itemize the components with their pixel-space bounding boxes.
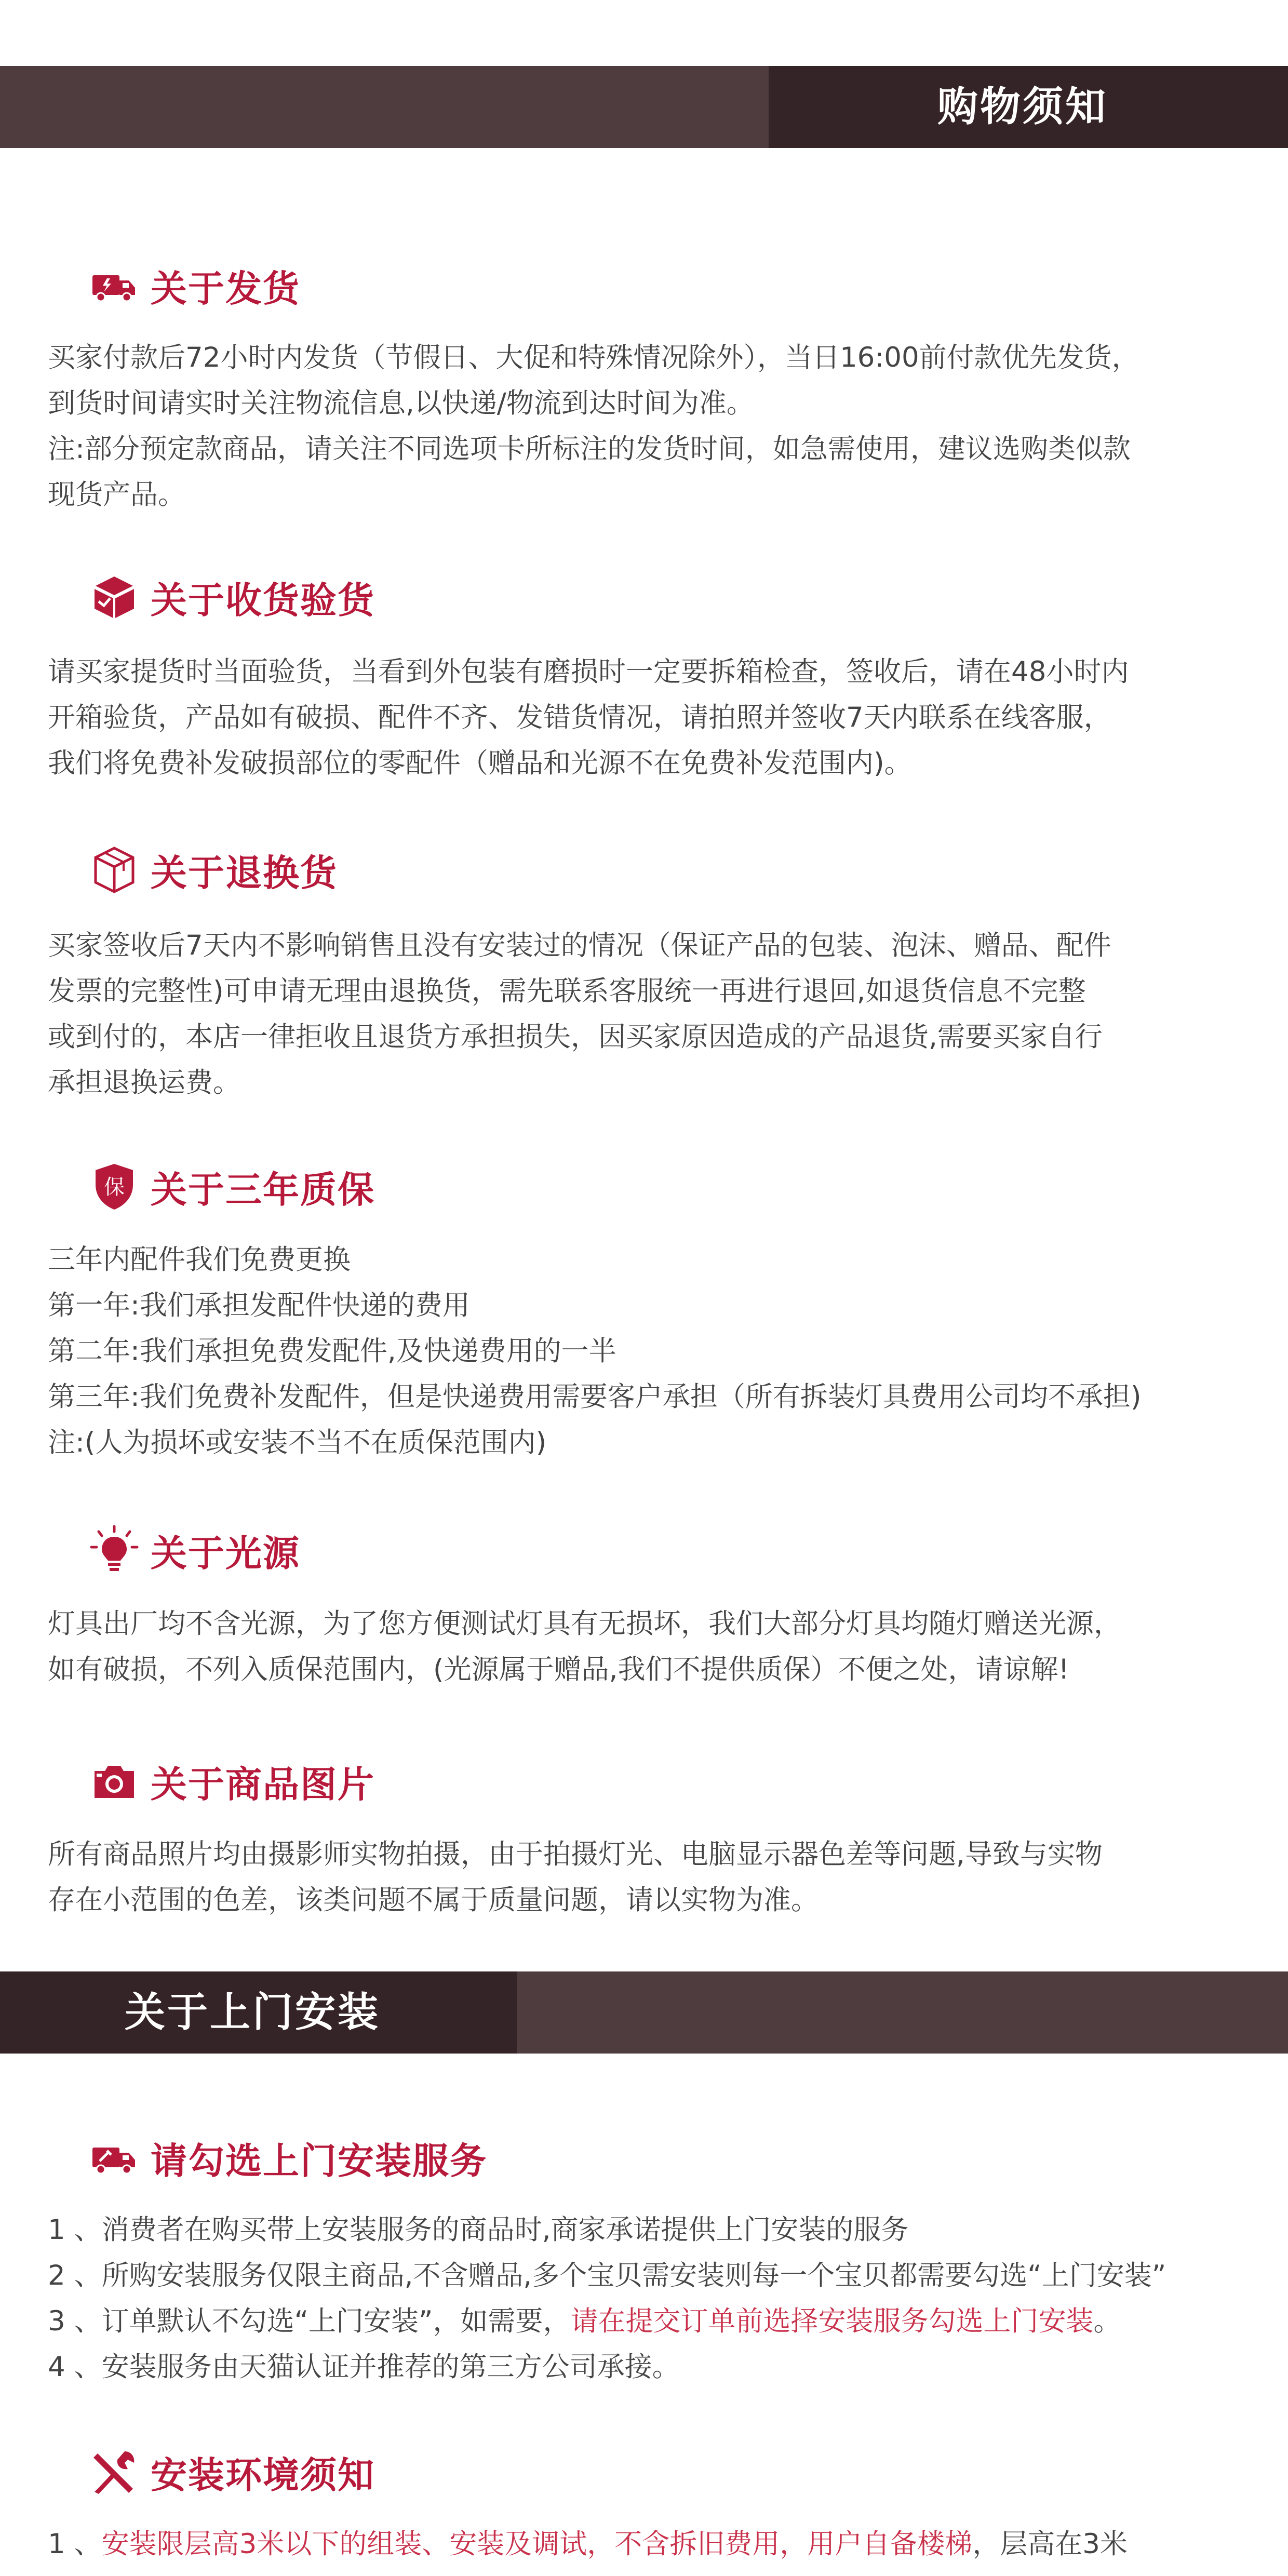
section-header-install-service (83, 2129, 487, 2186)
install-truck-icon (83, 2129, 145, 2186)
camera-icon (83, 1753, 145, 1810)
text-line: 存在小范围的色差，该类问题不属于质量问题，请以实物为准。 (48, 1884, 819, 1916)
list-item: 4 、安装服务由天猫认证并推荐的第三方公司承接。 (48, 2351, 680, 2383)
section-body-receiving (48, 649, 1263, 786)
list-item: 2 、所购安装服务仅限主商品,不含赠品,多个宝贝需安装则每一个宝贝都需要勾选“上门安装” (48, 2260, 1166, 2291)
section-title: 请勾选上门安装服务 (151, 2139, 487, 2182)
section-body-shipping (48, 335, 1263, 518)
text-line: 灯具出厂均不含光源，为了您方便测试灯具有无损坏，我们大部分灯具均随灯赠送光源， (48, 1608, 1121, 1640)
section-header-light-source (83, 1522, 300, 1579)
section-title: 关于三年质保 (151, 1168, 375, 1211)
section-header-warranty (83, 1158, 375, 1215)
text-line: 第三年:我们免费补发配件，但是快递费用需要客户承担（所有拆装灯具费用公司均不承担) (48, 1381, 1142, 1413)
section-title: 关于光源 (151, 1532, 300, 1575)
text-line: 三年内配件我们免费更换 (48, 1244, 351, 1276)
return-box-icon (83, 841, 145, 898)
section-header-product-images (83, 1753, 375, 1810)
list-item: 1 、消费者在购买带上安装服务的商品时,商家承诺提供上门安装的服务 (48, 2214, 909, 2246)
home-install-banner (0, 1971, 1288, 2054)
text-line: 所有商品照片均由摄影师实物拍摄，由于拍摄灯光、电脑显示器色差等问题,导致与实物 (48, 1839, 1103, 1870)
section-title: 关于收货验货 (151, 579, 375, 622)
text-line: 到货时间请实时关注物流信息,以快递/物流到达时间为准。 (48, 387, 754, 419)
list-item-prefix: 1 、 (48, 2528, 102, 2560)
section-title: 关于退换货 (151, 851, 338, 894)
section-title: 关于发货 (151, 267, 300, 310)
list-item-text: 3 、订单默认不勾选“上门安装”，如需要， (48, 2305, 571, 2337)
text-line: 开箱验货，产品如有破损、配件不齐、发错货情况，请拍照并签收7天内联系在线客服， (48, 702, 1111, 733)
list-item-tail: 。 (1093, 2305, 1121, 2337)
text-line: 第一年:我们承担发配件快递的费用 (48, 1290, 470, 1321)
text-line: 发票的完整性)可申请无理由退换货，需先联系客服统一再进行退回,如退货信息不完整 (48, 975, 1086, 1007)
section-body-product-images (48, 1832, 1263, 1923)
highlight-text: 请在提交订单前选择安装服务勾选上门安装 (570, 2305, 1094, 2337)
list-item (48, 2299, 1284, 2344)
text-line: 请买家提货时当面验货，当看到外包装有磨损时一定要拆箱检查，签收后，请在48小时内 (48, 656, 1129, 688)
section-body-warranty (48, 1237, 1263, 1466)
text-line: 承担退换运费。 (48, 1067, 240, 1098)
text-line: 第二年:我们承担免费发配件,及快递费用的一半 (48, 1335, 616, 1367)
install-env-list (48, 2521, 1284, 2567)
section-header-returns (83, 841, 338, 898)
highlight-text: 安装限层高3米以下的组装、安装及调试，不含拆旧费用，用户自备楼梯 (101, 2528, 973, 2560)
list-item-tail: ，层高在3米 (972, 2528, 1128, 2560)
text-line: 或到付的，本店一律拒收且退货方承担损失，因买家原因造成的产品退货,需要买家自行 (48, 1021, 1103, 1053)
light-bulb-icon (83, 1522, 145, 1579)
package-check-icon (83, 569, 145, 626)
list-item (48, 2521, 1284, 2567)
delivery-truck-icon (83, 257, 145, 314)
section-header-receiving (83, 569, 375, 626)
banner-title: 购物须知 (937, 84, 1108, 130)
install-service-list (48, 2207, 1284, 2390)
section-title: 安装环境须知 (151, 2453, 375, 2497)
text-line: 我们将免费补发破损部位的零配件（赠品和光源不在免费补发范围内)。 (48, 747, 912, 779)
text-line: 现货产品。 (48, 479, 185, 511)
text-line: 如有破损，不列入质保范围内，(光源属于赠品,我们不提供质保）不便之处，请谅解! (48, 1654, 1069, 1685)
section-title: 关于商品图片 (151, 1763, 375, 1806)
text-line: 注:(人为损坏或安装不当不在质保范围内) (48, 1427, 547, 1458)
banner-title: 关于上门安装 (125, 1989, 381, 2036)
svg-text:保: 保 (104, 1175, 125, 1199)
text-line: 买家签收后7天内不影响销售且没有安装过的情况（保证产品的包装、泡沫、赠品、配件 (48, 930, 1111, 961)
text-line: 注:部分预定款商品，请关注不同选项卡所标注的发货时间，如急需使用，建议选购类似款 (48, 433, 1131, 465)
section-header-shipping (83, 257, 300, 314)
section-body-light-source (48, 1601, 1263, 1693)
warranty-shield-icon (83, 1158, 145, 1215)
section-header-install-env (83, 2444, 375, 2501)
section-body-returns (48, 923, 1263, 1106)
shopping-notice-banner (0, 66, 1288, 148)
tools-icon (83, 2444, 145, 2501)
text-line: 买家付款后72小时内发货（节假日、大促和特殊情况除外），当日16:00前付款优先发货， (48, 342, 1139, 373)
